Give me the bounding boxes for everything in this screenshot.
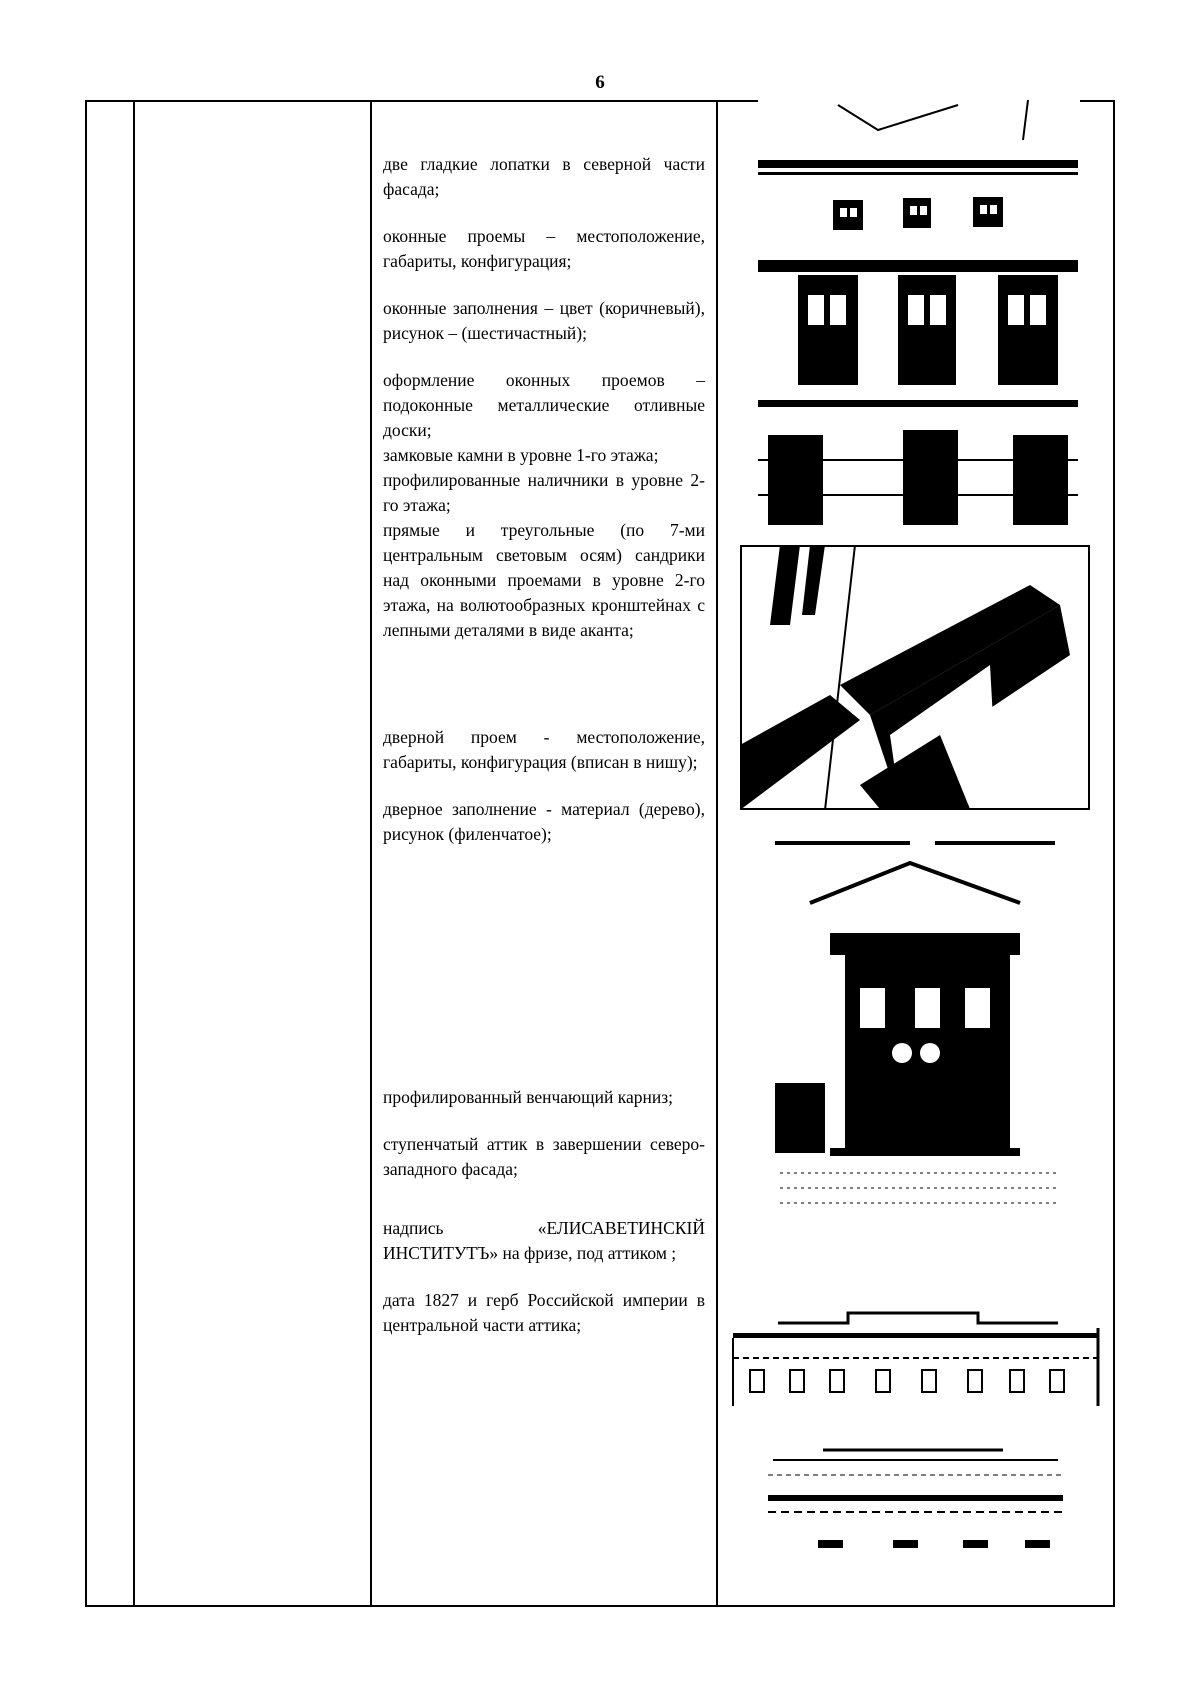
attic-inscription-photo [763, 1440, 1068, 1555]
list-item: профилированный венчающий карниз; [383, 1087, 673, 1107]
list-item: дата 1827 и герб Российской империи в центральной части аттика; [383, 1290, 705, 1335]
list-item: замковые камни в уровне 1-го этажа; [383, 445, 659, 465]
sandrik-bracket-photo [740, 545, 1090, 810]
list-item: оформление оконных проемов – подоконные металлические отливные доски; [383, 370, 705, 440]
list-item: две гладкие лопатки в северной части фасада; [383, 154, 705, 199]
list-item: надпись «ЕЛИСАВЕТИНСКІЙ ИНСТИТУТЪ» на фризе, под аттиком ; [383, 1218, 705, 1263]
door-portal-photo [770, 838, 1070, 1213]
list-item: дверной проем - местоположение, габариты, конфигурация (вписан в нишу); [383, 727, 705, 772]
column-divider [133, 100, 135, 1607]
page-number: 6 [595, 72, 605, 93]
list-item: прямые и треугольные (по 7-ми центральным световым осям) сандрики над оконными проемами в уровне 2-го этажа, на волютообразных кронштейнах с лепными деталями в виде аканта; [383, 520, 705, 640]
attic-facade-photo [728, 1298, 1106, 1408]
list-item: оконные заполнения – цвет (коричневый), рисунок – (шестичастный); [383, 298, 705, 343]
list-item: оконные проемы – местоположение, габариты, конфигурация; [383, 226, 705, 271]
list-item: дверное заполнение - материал (дерево), рисунок (филенчатое); [383, 799, 705, 844]
list-item: профилированные наличники в уровне 2-го этажа; [383, 470, 705, 515]
column-divider [370, 100, 372, 1607]
protected-elements-list [383, 152, 705, 1338]
column-divider [716, 100, 718, 1607]
list-item: ступенчатый аттик в завершении северо-западного фасада; [383, 1134, 705, 1179]
facade-windows-photo [758, 100, 1080, 525]
